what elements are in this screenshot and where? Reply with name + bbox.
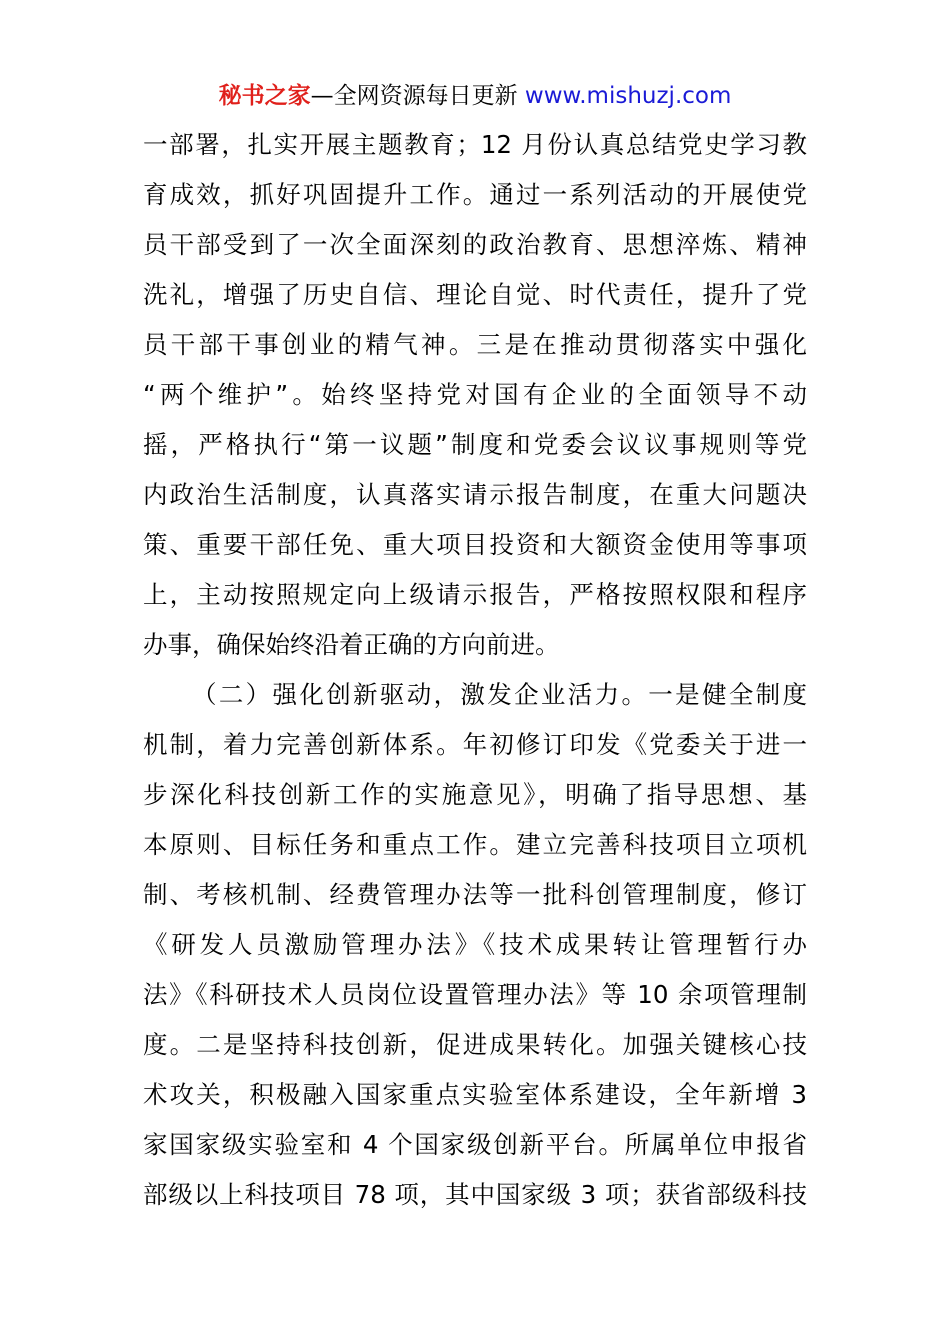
paragraph-heading-line: （二）强化创新驱动，激发企业活力。一是健全制度 [192,680,807,709]
text-line: 内政治生活制度，认真落实请示报告制度，在重大问题决 [143,480,807,509]
text-line: 育成效，抓好巩固提升工作。通过一系列活动的开展使党 [143,180,807,209]
text-line: 制、考核机制、经费管理办法等一批科创管理制度，修订 [143,880,807,909]
text-line: 《研发人员激励管理办法》《技术成果转让管理暂行办 [143,930,807,959]
text-line: 部级以上科技项目 78 项，其中国家级 3 项；获省部级科技 [143,1180,807,1209]
text-line: 洗礼，增强了历史自信、理论自觉、时代责任，提升了党 [143,280,807,309]
text-line: 办事，确保始终沿着正确的方向前进。 [143,630,560,659]
header-tagline: —全网资源每日更新 [310,83,525,109]
text-line: 上，主动按照规定向上级请示报告，严格按照权限和程序 [143,580,807,609]
text-line: 一部署，扎实开展主题教育；12 月份认真总结党史学习教 [143,130,807,159]
site-link[interactable]: www.mishuzj.com [524,83,732,109]
text-line: 法》《科研技术人员岗位设置管理办法》等 10 余项管理制 [143,980,807,1009]
text-line: 策、重要干部任免、重大项目投资和大额资金使用等事项 [143,530,807,559]
text-line: 员干部干事创业的精气神。三是在推动贯彻落实中强化 [143,330,807,359]
text-line: 机制，着力完善创新体系。年初修订印发《党委关于进一 [143,730,807,759]
text-line: 步深化科技创新工作的实施意见》，明确了指导思想、基 [143,780,807,809]
text-line: 家国家级实验室和 4 个国家级创新平台。所属单位申报省 [143,1130,807,1159]
text-line: 员干部受到了一次全面深刻的政治教育、思想淬炼、精神 [143,230,807,259]
brand-name: 秘书之家 [218,83,311,109]
text-line: 摇，严格执行“第一议题”制度和党委会议议事规则等党 [143,430,807,459]
text-line: “两个维护”。始终坚持党对国有企业的全面领导不动 [143,380,807,409]
text-line: 度。二是坚持科技创新，促进成果转化。加强关键核心技 [143,1030,807,1059]
text-line: 本原则、目标任务和重点工作。建立完善科技项目立项机 [143,830,807,859]
text-line: 术攻关，积极融入国家重点实验室体系建设，全年新增 3 [143,1080,807,1109]
